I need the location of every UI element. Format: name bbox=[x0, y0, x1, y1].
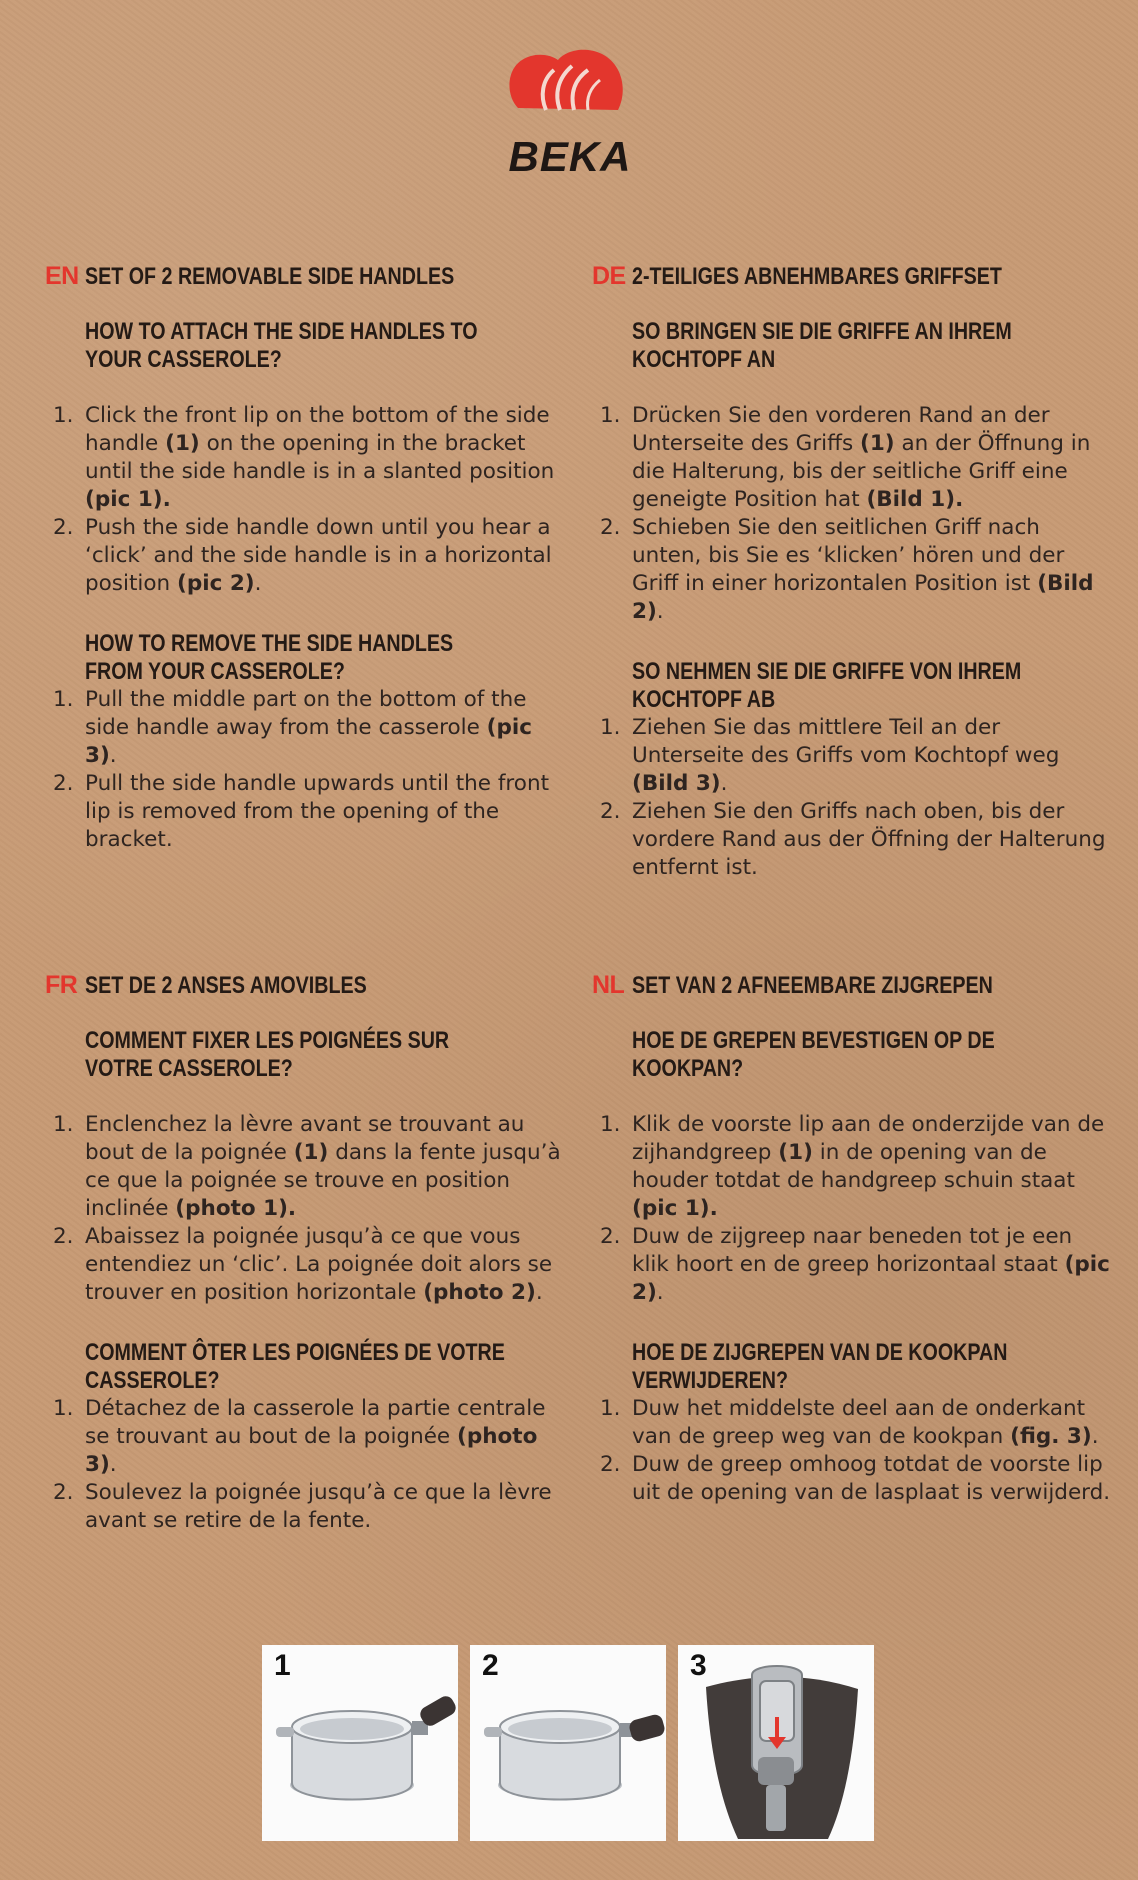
language-code: NL bbox=[592, 971, 625, 999]
step-text: Duw het middelste deel aan de onderkant van de greep weg van de kookpan bbox=[632, 1396, 1086, 1449]
step-text: Pull the side handle upwards until the front lip is removed from the opening of the bracket. bbox=[85, 771, 550, 852]
pot-slanted-handle-icon bbox=[262, 1645, 458, 1841]
step-number: 2. bbox=[53, 771, 74, 796]
photo-number: 2 bbox=[482, 1649, 499, 1682]
step-reference: (1) bbox=[293, 1140, 329, 1165]
step-text: Duw de greep omhoog totdat de voorste lip uit de opening van de lasplaat is verwijderd. bbox=[632, 1452, 1111, 1505]
attach-heading: HOW TO ATTACH THE SIDE HANDLES TO YOUR CASSEROLE? bbox=[85, 318, 478, 373]
step-text-cont: an der Öffnung in die Halterung, bis der seitliche Griff eine geneigte Position hat bbox=[632, 431, 1091, 512]
step-text: Schieben Sie den seitlichen Griff nach unten, bis Sie es ‘klicken’ hören und der Griff in einer horizontalen Position ist bbox=[632, 515, 1065, 596]
remove-steps bbox=[45, 1395, 565, 1535]
instruction-step bbox=[592, 798, 1112, 882]
step-text: Push the side handle down until you hear a ‘click’ and the side handle is in a horizontal position bbox=[85, 515, 552, 596]
instruction-step bbox=[45, 686, 565, 770]
step-reference: (pic 1). bbox=[632, 1196, 718, 1221]
remove-steps bbox=[592, 714, 1112, 882]
step-reference: (Bild 1). bbox=[866, 487, 964, 512]
step-number: 2. bbox=[600, 515, 621, 540]
instruction-step bbox=[45, 1111, 565, 1223]
step-text-cont: . bbox=[656, 599, 664, 624]
attach-steps bbox=[45, 1111, 565, 1307]
step-text-cont: in de opening van de houder totdat de handgreep schuin staat bbox=[632, 1140, 1075, 1193]
photo-3 bbox=[678, 1645, 874, 1841]
photo-number: 3 bbox=[690, 1649, 707, 1682]
step-reference: (pic 2) bbox=[632, 1252, 1110, 1305]
step-text: Drücken Sie den vorderen Rand an der Unterseite des Griffs bbox=[632, 403, 1050, 456]
step-reference: (1) bbox=[165, 431, 200, 456]
section-header bbox=[45, 262, 565, 298]
step-number: 1. bbox=[600, 403, 621, 428]
section-de bbox=[592, 262, 1112, 882]
step-number: 2. bbox=[600, 1452, 621, 1477]
step-number: 2. bbox=[53, 1480, 74, 1505]
remove-heading: HOW TO REMOVE THE SIDE HANDLES FROM YOUR CASSEROLE? bbox=[85, 630, 454, 685]
step-text: Pull the middle part on the bottom of the side handle away from the casserole bbox=[85, 687, 527, 740]
step-number: 1. bbox=[53, 687, 74, 712]
step-number: 1. bbox=[53, 1396, 74, 1421]
instruction-step bbox=[45, 770, 565, 854]
instruction-step bbox=[592, 1111, 1112, 1223]
handle-release-detail-icon bbox=[678, 1645, 874, 1841]
instruction-step bbox=[45, 514, 565, 598]
photo-number: 1 bbox=[274, 1649, 291, 1682]
attach-heading: HOE DE GREPEN BEVESTIGEN OP DE KOOKPAN? bbox=[632, 1027, 995, 1082]
step-reference: (photo 2) bbox=[423, 1280, 536, 1305]
step-reference: (1) bbox=[778, 1140, 813, 1165]
step-text-cont: dans la fente jusqu’à ce que la poignée se trouve en position inclinée bbox=[85, 1140, 561, 1221]
section-header bbox=[45, 971, 565, 1007]
remove-steps bbox=[45, 686, 565, 854]
section-title: SET OF 2 REMOVABLE SIDE HANDLES bbox=[85, 263, 455, 290]
section-title: SET DE 2 ANSES AMOVIBLES bbox=[85, 972, 367, 999]
step-number: 1. bbox=[600, 715, 621, 740]
instruction-step bbox=[45, 1479, 565, 1535]
language-code: EN bbox=[45, 262, 79, 290]
step-text: Soulevez la poignée jusqu’à ce que la lèvre avant se retire de la fente. bbox=[85, 1480, 552, 1533]
step-reference: (photo 3) bbox=[85, 1424, 538, 1477]
section-title: 2-TEILIGES ABNEHMBARES GRIFFSET bbox=[632, 263, 1002, 290]
step-reference: (photo 1). bbox=[175, 1196, 297, 1221]
section-nl bbox=[592, 971, 1112, 1507]
attach-steps bbox=[45, 402, 565, 598]
step-number: 1. bbox=[600, 1112, 621, 1137]
attach-steps bbox=[592, 1111, 1112, 1307]
instruction-step bbox=[45, 1223, 565, 1307]
section-header bbox=[592, 971, 1112, 1007]
section-fr bbox=[45, 971, 565, 1535]
instruction-step bbox=[45, 402, 565, 514]
step-text-cont: . bbox=[109, 1452, 117, 1477]
step-text: Duw de zijgreep naar beneden tot je een klik hoort en de greep horizontaal staat bbox=[632, 1224, 1073, 1277]
language-code: DE bbox=[592, 262, 626, 290]
step-number: 2. bbox=[53, 515, 74, 540]
step-number: 2. bbox=[600, 799, 621, 824]
step-text: Ziehen Sie das mittlere Teil an der Unterseite des Griffs vom Kochtopf weg bbox=[632, 715, 1060, 768]
attach-heading: COMMENT FIXER LES POIGNÉES SUR VOTRE CASSEROLE? bbox=[85, 1027, 450, 1082]
remove-steps bbox=[592, 1395, 1112, 1507]
remove-heading: HOE DE ZIJGREPEN VAN DE KOOKPAN VERWIJDEREN? bbox=[632, 1339, 1008, 1394]
brand-name: BEKA bbox=[508, 133, 632, 180]
step-reference: (pic 3) bbox=[85, 715, 533, 768]
photo-2 bbox=[470, 1645, 666, 1841]
step-text: Klik de voorste lip aan de onderzijde van de zijhandgreep bbox=[632, 1112, 1105, 1165]
step-text: Détachez de la casserole la partie centrale se trouvant au bout de la poignée bbox=[85, 1396, 546, 1449]
step-text-cont: . bbox=[720, 771, 728, 796]
pot-horizontal-handle-icon bbox=[470, 1645, 666, 1841]
step-text: Enclenchez la lèvre avant se trouvant au bout de la poignée bbox=[85, 1112, 525, 1165]
language-code: FR bbox=[45, 971, 78, 999]
step-reference: (1) bbox=[860, 431, 895, 456]
instruction-step bbox=[592, 1451, 1112, 1507]
remove-heading: SO NEHMEN SIE DIE GRIFFE VON IHREM KOCHTOPF AB bbox=[632, 658, 1022, 713]
step-number: 2. bbox=[53, 1224, 74, 1249]
step-text-cont: . bbox=[1091, 1424, 1099, 1449]
step-number: 1. bbox=[600, 1396, 621, 1421]
step-text: Click the front lip on the bottom of the side handle bbox=[85, 403, 550, 456]
step-text-cont: . bbox=[109, 743, 117, 768]
instruction-step bbox=[592, 1395, 1112, 1451]
step-reference: (pic 1). bbox=[85, 487, 171, 512]
section-title: SET VAN 2 AFNEEMBARE ZIJGREPEN bbox=[632, 972, 993, 999]
instruction-step bbox=[592, 714, 1112, 798]
step-text: Ziehen Sie den Griffs nach oben, bis der vordere Rand aus der Öffning der Halterung entfernt ist. bbox=[632, 799, 1106, 880]
step-number: 1. bbox=[53, 403, 74, 428]
instruction-step bbox=[592, 402, 1112, 514]
step-reference: (Bild 2) bbox=[632, 571, 1094, 624]
step-number: 1. bbox=[53, 1112, 74, 1137]
step-number: 2. bbox=[600, 1224, 621, 1249]
attach-steps bbox=[592, 402, 1112, 626]
section-en bbox=[45, 262, 565, 854]
step-reference: (Bild 3) bbox=[632, 771, 721, 796]
step-text-cont: on the opening in the bracket until the side handle is in a slanted position bbox=[85, 431, 555, 484]
step-text-cont: . bbox=[656, 1280, 664, 1305]
photo-1 bbox=[262, 1645, 458, 1841]
instruction-step bbox=[592, 1223, 1112, 1307]
remove-heading: COMMENT ÔTER LES POIGNÉES DE VOTRE CASSEROLE? bbox=[85, 1339, 505, 1394]
step-text-cont: . bbox=[535, 1280, 543, 1305]
instruction-step bbox=[45, 1395, 565, 1479]
attach-heading: SO BRINGEN SIE DIE GRIFFE AN IHREM KOCHTOPF AN bbox=[632, 318, 1012, 373]
step-text: Abaissez la poignée jusqu’à ce que vous entendiez un ‘clic’. La poignée doit alors se trouver en position horizontale bbox=[85, 1224, 553, 1305]
section-header bbox=[592, 262, 1112, 298]
step-reference: (fig. 3) bbox=[1010, 1424, 1092, 1449]
step-reference: (pic 2) bbox=[177, 571, 255, 596]
step-text-cont: . bbox=[254, 571, 262, 596]
instruction-step bbox=[592, 514, 1112, 626]
